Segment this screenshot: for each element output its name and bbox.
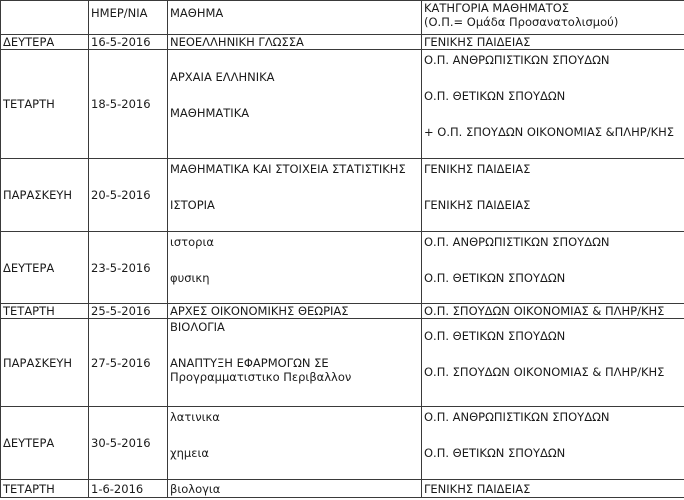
day-cell: ΔΕΥΤΕΡΑ (1, 232, 89, 304)
subject-cell (168, 232, 422, 304)
category-cell (422, 50, 684, 159)
header-date: ΗΜΕΡ/ΝΙΑ (89, 1, 168, 35)
category-cell (422, 159, 684, 232)
header-day (1, 1, 89, 35)
table-row (1, 50, 684, 159)
category-line: ΓΕΝΙΚΗΣ ΠΑΙΔΕΙΑΣ (424, 198, 531, 212)
subject-cell (168, 407, 422, 480)
subject-line: ΜΑΘΗΜΑΤΙΚΑ ΚΑΙ ΣΤΟΙΧΕΙΑ ΣΤΑΤΙΣΤΙΚΗΣ (170, 162, 406, 176)
category-cell (422, 407, 684, 480)
subject-line: χημεια (170, 446, 209, 460)
table-row (1, 232, 684, 304)
date-cell: 18-5-2016 (89, 50, 168, 159)
subject-line: φυσικη (170, 271, 210, 285)
category-line: Ο.Π. ΘΕΤΙΚΩΝ ΣΠΟΥΔΩΝ (424, 446, 566, 460)
header-category-note: (Ο.Π.= Ομάδα Προσανατολισμού) (424, 15, 619, 29)
date-cell: 27-5-2016 (89, 319, 168, 407)
day-cell: ΔΕΥΤΕΡΑ (1, 407, 89, 480)
day-cell: ΤΕΤΑΡΤΗ (1, 480, 89, 498)
date-cell: 1-6-2016 (89, 480, 168, 498)
subject-cell (168, 159, 422, 232)
category-line: + Ο.Π. ΣΠΟΥΔΩΝ ΟΙΚΟΝΟΜΙΑΣ &ΠΛΗΡ/ΚΗΣ (424, 125, 675, 139)
subject-line: ΒΙΟΛΟΓΙΑ (170, 320, 225, 334)
subject-line: λατινικα (170, 410, 220, 424)
day-cell: ΠΑΡΑΣΚΕΥΗ (1, 319, 89, 407)
subject-cell: βιολογια (168, 480, 422, 498)
subject-cell: ΝΕΟΕΛΛΗΝΙΚΗ ΓΛΩΣΣΑ (168, 35, 422, 50)
table-row (1, 35, 684, 50)
category-cell (422, 319, 684, 407)
subject-line: ΑΡΧΑΙΑ ΕΛΛΗΝΙΚΑ (170, 70, 275, 84)
category-line: Ο.Π. ΑΝΘΡΩΠΙΣΤΙΚΩΝ ΣΠΟΥΔΩΝ (424, 410, 610, 424)
day-cell: ΤΕΤΑΡΤΗ (1, 50, 89, 159)
table-row (1, 319, 684, 407)
subject-line: ιστορια (170, 235, 214, 249)
category-cell: ΓΕΝΙΚΗΣ ΠΑΙΔΕΙΑΣ (422, 35, 684, 50)
day-cell: ΠΑΡΑΣΚΕΥΗ (1, 159, 89, 232)
category-line: Ο.Π. ΑΝΘΡΩΠΙΣΤΙΚΩΝ ΣΠΟΥΔΩΝ (424, 235, 610, 249)
header-subject: ΜΑΘΗΜΑ (168, 1, 422, 35)
subject-line: Προγραμματιστικο Περιβαλλον (170, 370, 352, 384)
subject-line: ΙΣΤΟΡΙΑ (170, 198, 215, 212)
subject-line: ΑΝΑΠΤΥΞΗ ΕΦΑΡΜΟΓΩΝ ΣΕ (170, 356, 329, 370)
header-category (422, 1, 684, 35)
subject-cell: ΑΡΧΕΣ ΟΙΚΟΝΟΜΙΚΗΣ ΘΕΩΡΙΑΣ (168, 304, 422, 319)
category-line: Ο.Π. ΘΕΤΙΚΩΝ ΣΠΟΥΔΩΝ (424, 89, 566, 103)
subject-cell (168, 50, 422, 159)
date-cell: 30-5-2016 (89, 407, 168, 480)
table-row (1, 304, 684, 319)
table-row (1, 480, 684, 498)
day-cell: ΤΕΤΑΡΤΗ (1, 304, 89, 319)
date-cell: 25-5-2016 (89, 304, 168, 319)
subject-line: ΜΑΘΗΜΑΤΙΚΑ (170, 106, 250, 120)
date-cell: 23-5-2016 (89, 232, 168, 304)
table-row (1, 159, 684, 232)
table-row (1, 407, 684, 480)
date-cell: 16-5-2016 (89, 35, 168, 50)
category-line: Ο.Π. ΑΝΘΡΩΠΙΣΤΙΚΩΝ ΣΠΟΥΔΩΝ (424, 53, 610, 67)
category-cell: Ο.Π. ΣΠΟΥΔΩΝ ΟΙΚΟΝΟΜΙΑΣ & ΠΛΗΡ/ΚΗΣ (422, 304, 684, 319)
header-category-title: ΚΑΤΗΓΟΡΙΑ ΜΑΘΗΜΑΤΟΣ (424, 1, 570, 15)
category-cell: ΓΕΝΙΚΗΣ ΠΑΙΔΕΙΑΣ (422, 480, 684, 498)
category-line: Ο.Π. ΘΕΤΙΚΩΝ ΣΠΟΥΔΩΝ (424, 329, 566, 343)
header-row (1, 1, 684, 35)
category-line: Ο.Π. ΘΕΤΙΚΩΝ ΣΠΟΥΔΩΝ (424, 271, 566, 285)
date-cell: 20-5-2016 (89, 159, 168, 232)
category-cell (422, 232, 684, 304)
category-line: ΓΕΝΙΚΗΣ ΠΑΙΔΕΙΑΣ (424, 162, 531, 176)
subject-cell (168, 319, 422, 407)
category-line: Ο.Π. ΣΠΟΥΔΩΝ ΟΙΚΟΝΟΜΙΑΣ & ΠΛΗΡ/ΚΗΣ (424, 365, 665, 379)
day-cell: ΔΕΥΤΕΡΑ (1, 35, 89, 50)
